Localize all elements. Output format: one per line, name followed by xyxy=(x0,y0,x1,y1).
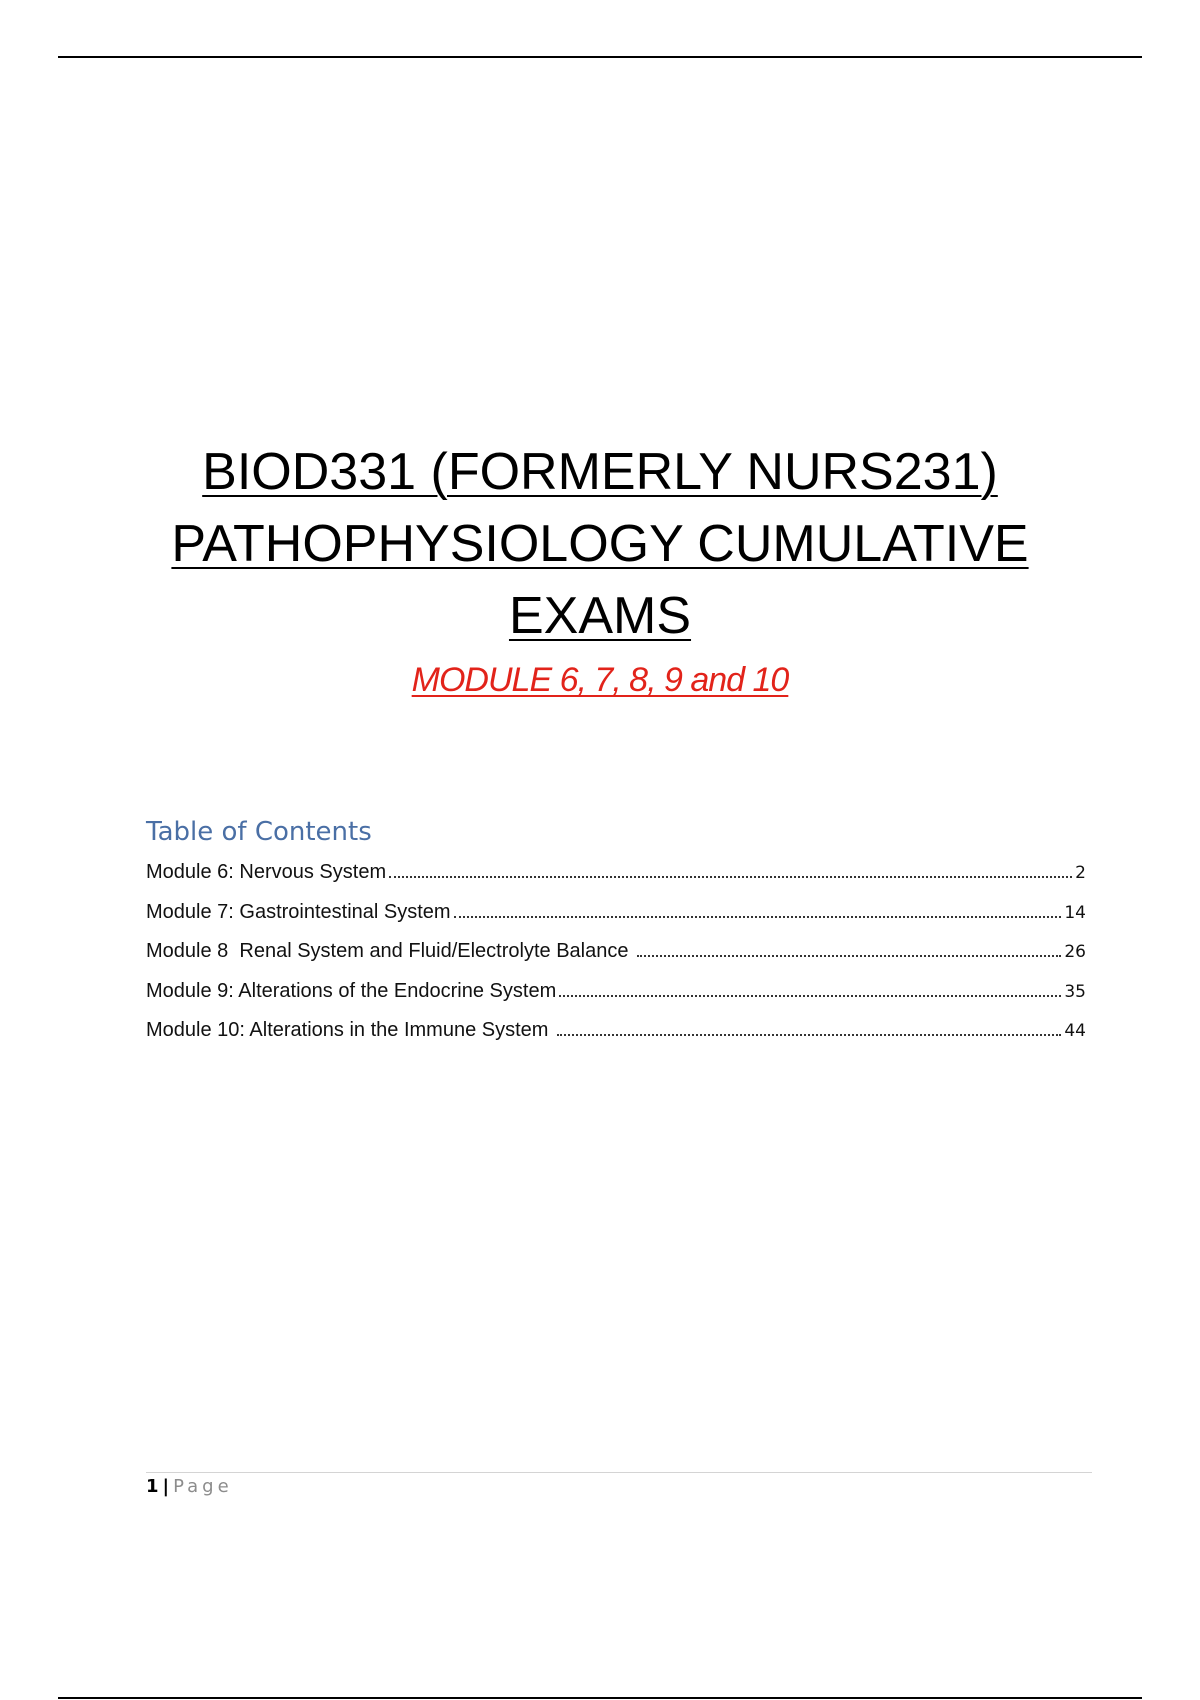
bottom-border-line xyxy=(58,1697,1142,1699)
toc-entry-page: 35 xyxy=(1064,981,1086,1002)
toc-entry[interactable] xyxy=(146,856,1086,896)
toc-entry[interactable] xyxy=(146,896,1086,936)
toc-entry-label: Module 6: Nervous System xyxy=(146,861,387,883)
toc-entry-page: 14 xyxy=(1064,902,1086,923)
toc-entry[interactable] xyxy=(146,935,1086,975)
document-title-line: BIOD331 (FORMERLY NURS231) xyxy=(202,443,998,501)
toc-entry[interactable] xyxy=(146,975,1086,1015)
document-subtitle: MODULE 6, 7, 8, 9 and 10 xyxy=(411,661,789,699)
toc-dot-leader xyxy=(559,995,1061,997)
toc-entry-page: 2 xyxy=(1075,863,1086,883)
toc-entry-page: 44 xyxy=(1064,1021,1086,1041)
toc-dot-leader xyxy=(557,1034,1061,1036)
footer-separator: | xyxy=(162,1476,170,1497)
page-footer xyxy=(146,1474,233,1500)
footer-page-label: Page xyxy=(173,1476,233,1497)
toc-entry-label: Module 9: Alterations of the Endocrine System xyxy=(146,979,557,1002)
footer-divider xyxy=(146,1472,1092,1473)
toc-entry-label: Module 7: Gastrointestinal System xyxy=(146,900,451,923)
toc-dot-leader xyxy=(389,876,1072,878)
toc-entry-label: Module 10: Alterations in the Immune System xyxy=(146,1019,554,1041)
toc-dot-leader xyxy=(454,916,1062,918)
top-border-line xyxy=(58,56,1142,58)
toc-entry-label: Module 8 Renal System and Fluid/Electrolyte Balance xyxy=(146,940,635,962)
toc-heading: Table of Contents xyxy=(146,817,372,847)
document-title-block xyxy=(120,436,1080,702)
footer-page-number: 1 xyxy=(146,1476,159,1497)
document-title-line: PATHOPHYSIOLOGY CUMULATIVE xyxy=(171,515,1029,573)
toc-dot-leader xyxy=(637,955,1061,957)
toc-entry[interactable] xyxy=(146,1014,1086,1054)
table-of-contents xyxy=(146,814,1086,1054)
document-title-line: EXAMS xyxy=(508,587,692,645)
toc-entry-page: 26 xyxy=(1064,942,1086,962)
